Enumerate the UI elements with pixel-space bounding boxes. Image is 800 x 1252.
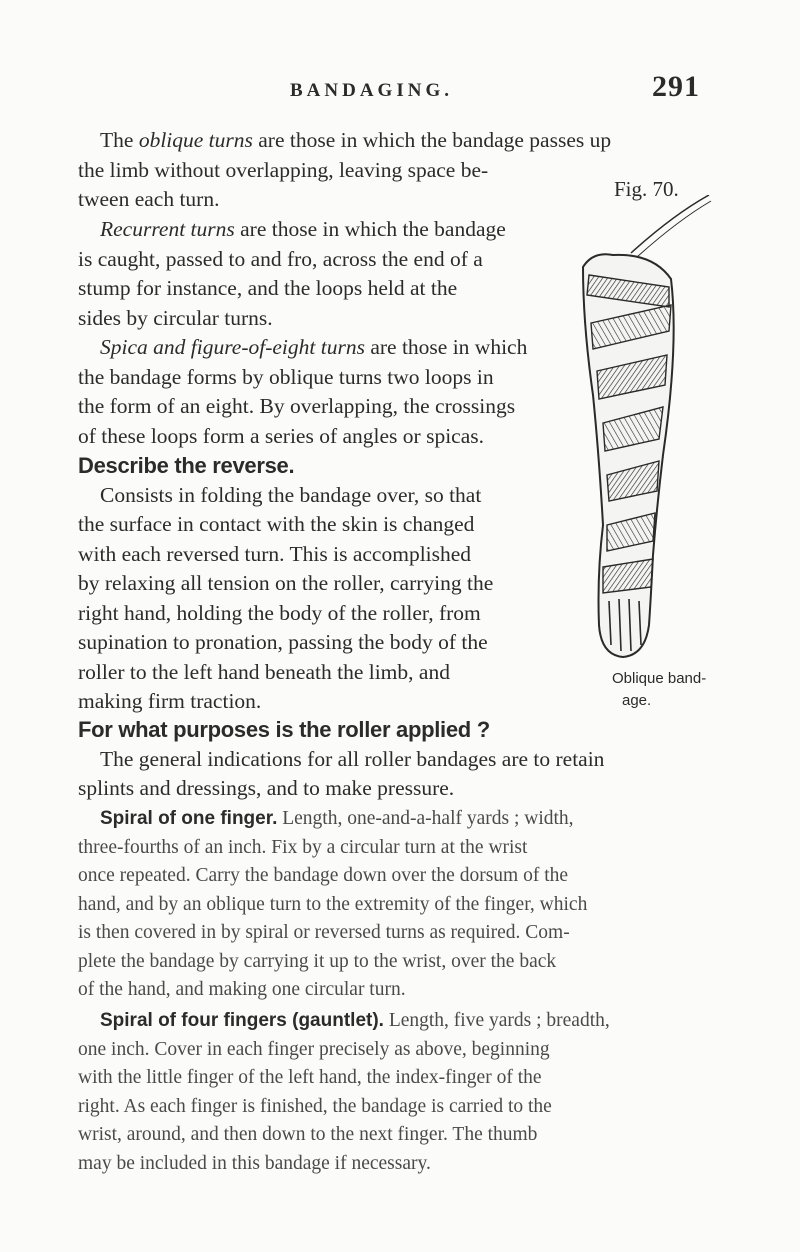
running-head <box>290 70 700 104</box>
purposes-heading: For what purposes is the roller applied ? <box>78 717 490 742</box>
four-fingers-section <box>78 1007 778 1178</box>
text-line: with the little finger of the left hand, the index-finger of the <box>78 1067 542 1088</box>
text-fragment: are those in which the bandage passes up <box>252 128 612 152</box>
text-line: three-fourths of an inch. Fix by a circular turn at the wrist <box>78 836 528 858</box>
term-recurrent-turns: Recurrent turns <box>100 217 235 241</box>
figure-caption <box>612 668 712 712</box>
text-line: roller to the left hand beneath the limb, and <box>78 659 450 684</box>
text-line: is then covered in by spiral or reversed turns as required. Com- <box>78 922 570 943</box>
text-line: one inch. Cover in each finger precisely as above, beginning <box>78 1038 550 1060</box>
text-line: the bandage forms by oblique turns two loops in <box>78 364 494 389</box>
one-finger-section <box>78 805 778 1005</box>
text-line: is caught, passed to and fro, across the end of a <box>78 246 483 271</box>
text-line: plete the bandage by carrying it up to the wrist, over the back <box>78 950 557 972</box>
text-fragment: Length, one-and-a-half yards ; width, <box>277 808 574 829</box>
caption-line: age. <box>622 692 652 709</box>
text-line: may be included in this bandage if necessary. <box>78 1152 431 1174</box>
bandaged-arm-illustration <box>553 195 713 675</box>
text-line: right. As each finger is finished, the bandage is carried to the <box>78 1095 552 1117</box>
caption-line: Oblique band- <box>612 670 707 687</box>
text-line: of the hand, and making one circular turn. <box>78 979 406 1000</box>
recurrent-turns-paragraph <box>78 215 558 333</box>
text-line: once repeated. Carry the bandage down over the dorsum of the <box>78 865 569 886</box>
purposes-section <box>78 715 778 804</box>
text-line: with each reversed turn. This is accomplished <box>78 541 472 566</box>
page-number: 291 <box>652 70 700 103</box>
spica-turns-paragraph <box>78 333 558 451</box>
text-fragment: are those in which <box>364 335 528 359</box>
reverse-section <box>78 451 558 717</box>
four-fingers-heading: Spiral of four fingers (gauntlet). <box>100 1010 384 1031</box>
text-line: supination to pronation, passing the body of the <box>78 630 488 654</box>
text-line: stump for instance, and the loops held at the <box>78 276 458 300</box>
text-line: hand, and by an oblique turn to the extremity of the finger, which <box>78 893 588 915</box>
one-finger-heading: Spiral of one finger. <box>100 808 278 829</box>
text-line: of these loops form a series of angles or spicas. <box>78 423 485 448</box>
figure-label: Fig. 70. <box>614 177 679 201</box>
text-fragment: Length, five yards ; breadth, <box>383 1010 610 1031</box>
term-spica-turns: Spica and figure-of-eight turns <box>100 335 365 359</box>
text-line: making firm traction. <box>78 689 262 713</box>
text-fragment: The <box>100 128 139 152</box>
text-line: sides by circular turns. <box>78 305 273 330</box>
text-line: the limb without overlapping, leaving space be- <box>78 157 489 182</box>
text-line: by relaxing all tension on the roller, carrying the <box>78 571 494 595</box>
text-line: Consists in folding the bandage over, so that <box>100 482 482 507</box>
text-line: The general indications for all roller bandages are to retain <box>100 746 605 771</box>
text-line: the form of an eight. By overlapping, the crossings <box>78 394 516 418</box>
term-oblique-turns: oblique turns <box>138 128 253 152</box>
text-line: right hand, holding the body of the roller, from <box>78 600 481 625</box>
running-head-title: BANDAGING. <box>290 80 453 101</box>
reverse-heading: Describe the reverse. <box>78 453 295 478</box>
text-line: tween each turn. <box>78 187 220 211</box>
text-line: the surface in contact with the skin is changed <box>78 512 475 536</box>
text-line: splints and dressings, and to make pressure. <box>78 776 455 800</box>
text-line: wrist, around, and then down to the next finger. The thumb <box>78 1124 538 1145</box>
text-fragment: are those in which the bandage <box>234 217 506 241</box>
